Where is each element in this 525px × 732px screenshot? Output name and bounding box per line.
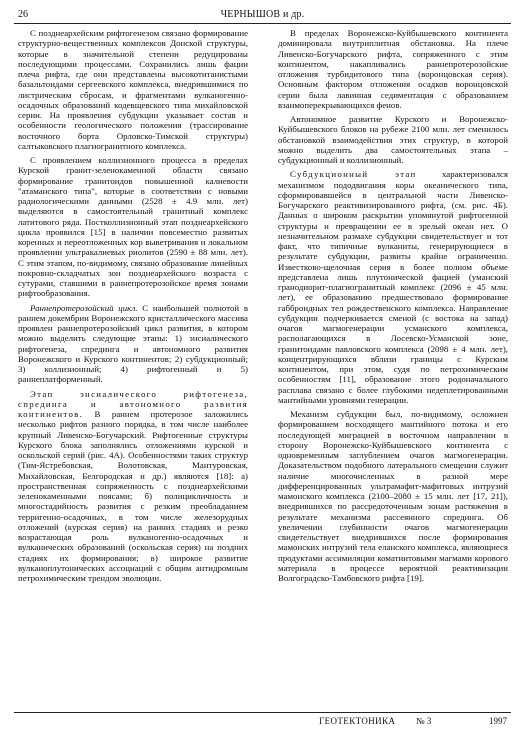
issue-number: № 3 (416, 716, 432, 726)
header-rule (14, 23, 511, 24)
paragraph-text: В раннем протерозое заложились несколько рифтов разного порядка, в том числе наиболее крупный Ливенско-Богучарский. Рифтогенные структуры Курского блока заполнялись отложениями курской и оскольской серий (рис. 4А). Особенностями таких структур (Тим-Ястребовская, Волотовская, Мантуровская, Михайловская, Белгородская и др.) являются [18]: а) пространственная сопряженность с позднеархейскими зеленокаменными поясами; б) полицикличность и многостадийность развития с резким преобладанием терригенно-осадочных, в том числе железорудных отложений (курская серия) на ранних стадиях и резко возрастающая роль вулканогенно-осадочных и вулканических образований (оскольская серия) на поздних стадиях их формирования; в) широкое развитие вулканоплутонических ассоциаций с общим антидромным петрохимическим трендом эволюции. (18, 409, 248, 583)
section-label: Раннепротерозойский цикл. (30, 302, 138, 313)
paragraph (18, 303, 248, 385)
paragraph-text: характеризовался механизмом пододвигания коры океанического типа, сформировавшейся в центральной части Ливенско-Богучарского реактивизированного рифта, (см. рис. 4Б). Данных о широком раскрытии упомянутой рифтогенной структуры и превращении ее в зрелый океан нет. О незначительном размахе субдукции свидетельствует и тот факт, что типичные вулканиты, генерирующиеся в результате субдукции, развиты крайне ограниченно. Известково-щелочная серия в более полном объеме представлена лишь плутонической фацией (уманский гранодиорит-плагиогранитный комплекс (2096 ± 45 млн. лет), ее образованию предшествовало формирование габброидных тел рождественского комплекса. Направление субдукции подчеркивается сменой (с востока на запад) очагов магмогенерации усманского комплекса, располагающихся в Лосевско-Усманской зоне, гранитоидами павловского комплекса (2098 ± 4 млн. лет), концентрирующихся вблизи границы с Курским континентом, при этом, судя по петрохимическим особенностям [11], образование этого родоначального расплава связано с более глубокими недеплетированными мантийными уровнями генерации. (278, 169, 508, 405)
footer-rule (14, 712, 511, 713)
running-title: ЧЕРНЫШОВ и др. (220, 9, 305, 20)
publication-year: 1997 (489, 716, 507, 726)
paragraph (278, 169, 508, 405)
section-heading: Субдукционный этап (290, 169, 417, 180)
page-number: 26 (18, 9, 28, 20)
paragraph: С проявлением коллизионного процесса в пределах Курской гранит-зеленокаменной области связано формирование гранитоидов повышенной калиевости "атаманского типа", которые в соответствии с новыми радиологическими данными (2528 ± 4.9 млн. лет) выделяются в самостоятельный гранитный комплекс латитового ряда. Постколлизионный этап позднеархейского цикла проявился [15] в наличии повсеместно развитых коренных и переотложенных кор выветривания и локальном проявлении ультракалиевых риолитов (2590 ± 88 млн. лет). С этим этапом, по-видимому, связано образование линейных покровно-складчатых зон позднеархейского возраста с сутурами, ставшими в раннепротерозойское время зонами рифтообразования. (18, 155, 248, 299)
paragraph (18, 389, 248, 584)
page-footer (14, 715, 511, 727)
paragraph: Автономное развитие Курского и Воронежско-Куйбышевского блоков на рубеже 2100 млн. лет сменилось обстановкой взаимодействия этих структур, в которой можно выделить два самостоятельных этапа – субдукционный и коллизионный. (278, 114, 508, 165)
paragraph: С позднеархейским рифтогенезом связано формирование структурно-вещественных комплексов Донской структуры, которые в значительной степени редуцированы последующими процессами. Сохранились лишь фации плеча рифта, где они представлены высокотитанистыми базальтоидами сергеевского комплекса, внедрившимися по листрическим сбросам, и фрагментами вулканогенно-осадочных образований кодевщевского типа михайловской серии. На проявления субдукции указывает состав и особенности геологического положения (трассирование восточного борта Орловско-Тимской структуры) салтыковского плагиогранитного комплекса. (18, 28, 248, 151)
paragraph: В пределах Воронежско-Куйбышевского континента доминировала внутриплитная обстановка. На плече Ливенско-Богучарского рифта, сопряженного с этим континентом, накапливались раннепротерозойские отложения турбидитового типа (воронцовская серия). Основным фактором отложения осадков воронцовской серии была лавинная седиментация с образованием взаимоперекрывающихся фенов. (278, 28, 508, 110)
paragraph: Механизм субдукции был, по-видимому, осложнен формированием восходящего мантийного потока и его последующей миграцией в восточном направлении в сторону Воронежско-Куйбышевского континента с одновременным заглублением очагов магмогенерации. Доказательством подобного латерального смещения служит наличие многочисленных в разной мере дифференцированных ультрамафит-мафитовых интрузий мамонского комплекса (2100–2080 ± 15 млн. лет [17, 21]), внедрившихся по рассредоточенным зонам растяжения в результате механизма рассеянного спрединга. Об увеличении глубинности очагов магмогенерации свидетельствует внедрившихся после формирования мамонских интрузий тела еланского комплекса, являющиеся продуктами ассимиляции коматиитовыми магмами корового материала в процессе вероятной реактивизации Волгоградско-Тамбовского рифта [19]. (278, 409, 508, 583)
left-column (18, 28, 248, 708)
page-header (14, 8, 511, 22)
journal-name: ГЕОТЕКТОНИКА (319, 716, 396, 726)
right-column (278, 28, 508, 708)
paragraph-text: С наибольшей полнотой в раннем докембрии Воронежского кристаллического массива проявлен раннепротерозойский цикл развития, в котором можно выделить следующие этапы: 1) энсиалического рифтогенеза, спрединга и автономного развития Воронежского и Курского континентов; 2) субдукционный; 3) коллизионный; 4) рифтогенный и 5) раннеплатформенный. (18, 302, 248, 385)
section-heading: Этап энсиалического рифтогенеза, спрединга и автономного развития континентов. (18, 388, 248, 419)
